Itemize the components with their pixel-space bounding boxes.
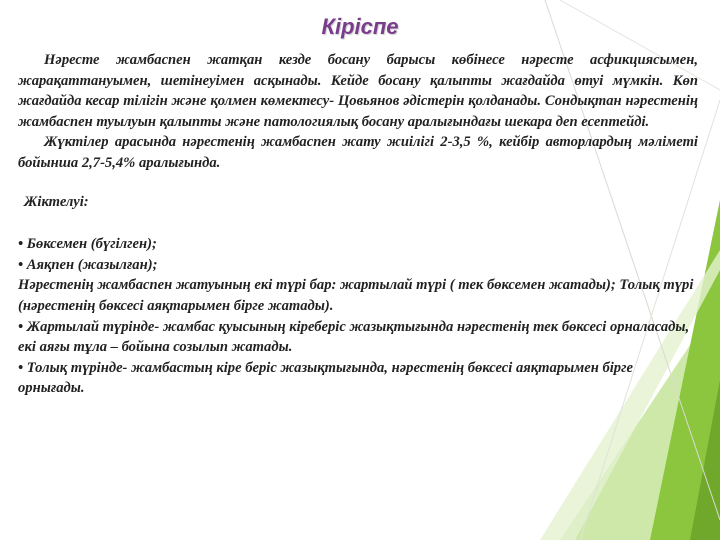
list-item-complete: • Толық түрінде- жамбастың кіре беріс жазықтығында, нәрестенің бөксесі аяқтарымен бірге орнығады.: [18, 359, 633, 397]
list-item-types-summary: Нәрестенің жамбаспен жатуының екі түрі бар: жартылай түрі ( тек бөксемен жатады); Толық түрі (нәрестенің бөксесі аяқтарымен бірге жатады).: [18, 277, 694, 314]
frequency-paragraph: Жүктілер арасында нәрестенің жамбаспен жату жиілігі 2-3,5 %, кейбір авторлардың мәліметі бойынша 2,7-5,4% аралығында.: [18, 134, 698, 171]
classification-heading: Жіктелуі:: [24, 193, 89, 210]
list-item-partial: • Жартылай түрінде- жамбас қуысының кіреберіс жазықтығында нәрестенің тек бөксесі орналасады, екі аяғы тұла – бойына созылып жатады.: [18, 318, 690, 356]
intro-paragraph: Нәресте жамбаспен жатқан кезде босану барысы көбінесе нәресте асфикциясымен, жарақаттануымен, шетінеуімен асқынады. Кейде босану қалыпты жағдайда өтуі мүмкін. Көп жағдайда кесар тілігін және қолмен көмектесу- Цовьянов әдістерін қолданады. Сондықтан нәрестенің жамбаспен туылуын қалыпты және патологиялық босану аралығындағы шекара деп есептейді.: [18, 52, 698, 130]
classification-list: [18, 234, 698, 399]
slide-title: Кіріспе: [321, 14, 399, 39]
list-item-legs: • Аяқпен (жазылған);: [18, 256, 158, 273]
list-item-buttocks: • Бөксемен (бүгілген);: [18, 236, 157, 253]
slide-body: [18, 50, 698, 399]
